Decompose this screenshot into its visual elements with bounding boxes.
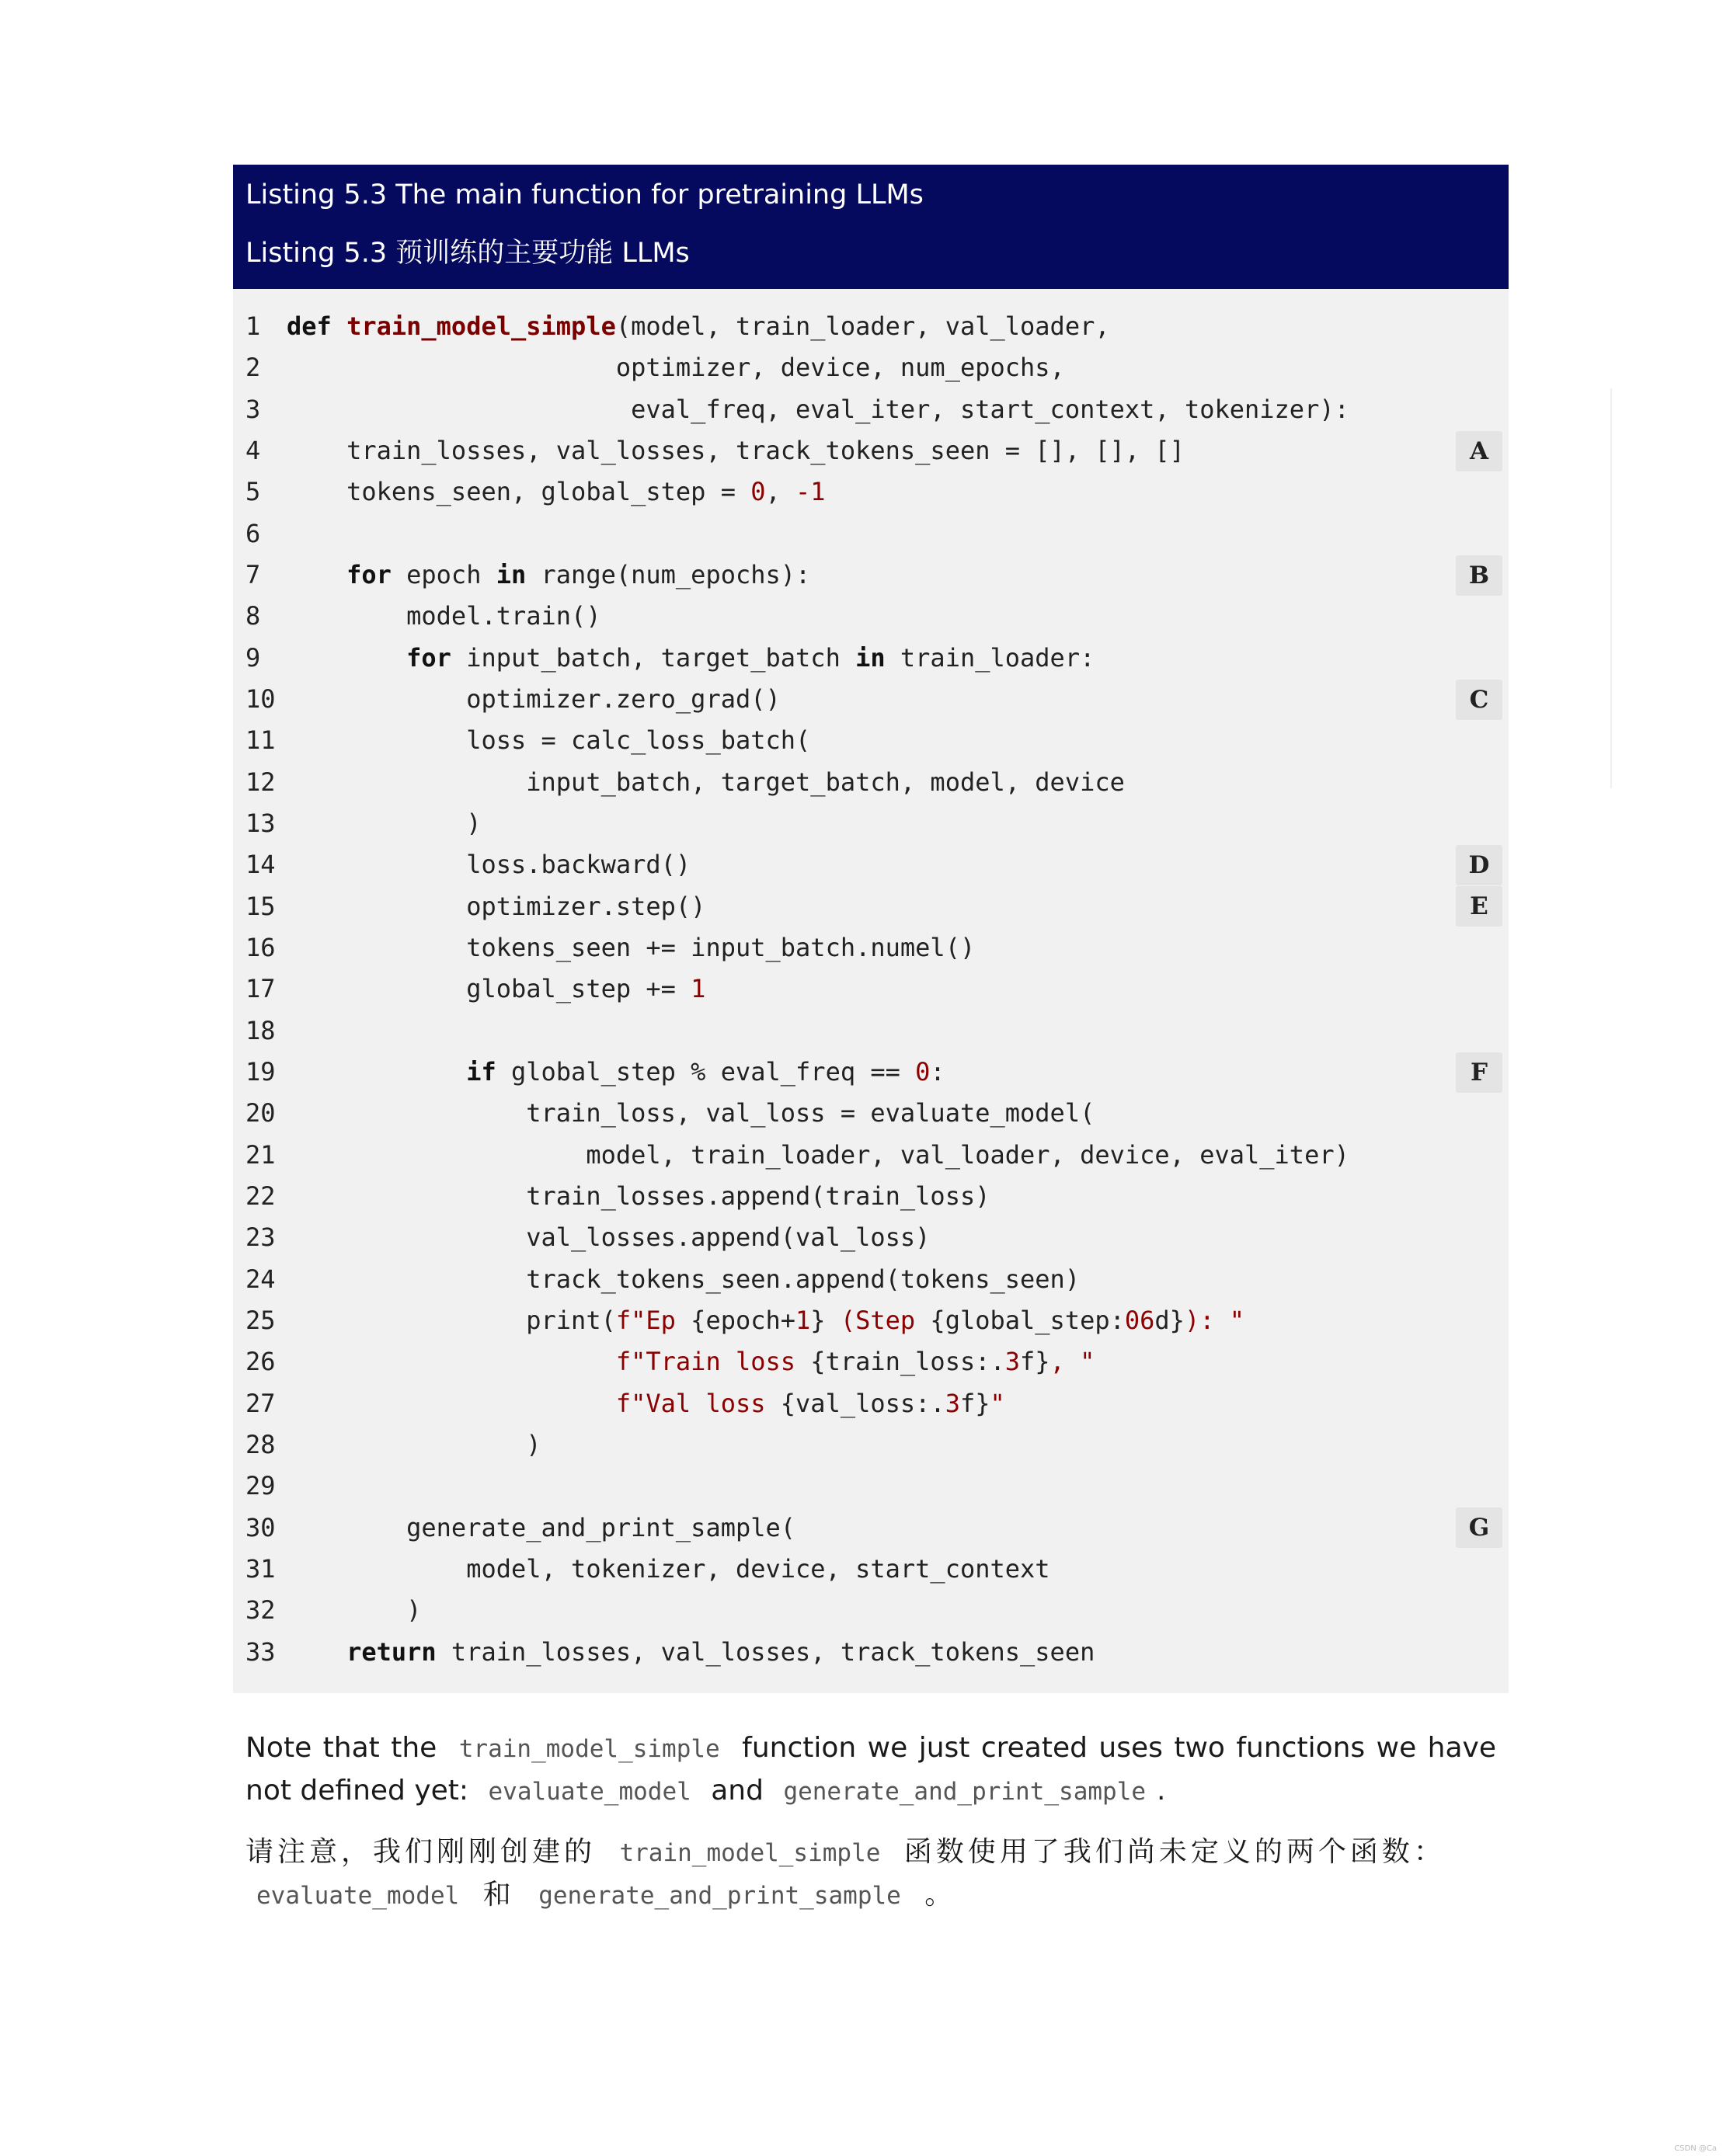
- note-zh-code-evaluate-model: evaluate_model: [256, 1882, 460, 1910]
- line-number: 5: [245, 477, 261, 507]
- code-token: input_batch, target_batch: [451, 642, 856, 673]
- code-line: [233, 1632, 1509, 1673]
- code-token: f"Train loss: [615, 1347, 811, 1377]
- code-token: global_step +=: [287, 974, 691, 1004]
- code-token: track_tokens_seen.append(tokens_seen): [287, 1264, 1081, 1294]
- annotation-marker-f: F: [1456, 1052, 1502, 1093]
- code-token: optimizer.step(): [287, 891, 706, 921]
- code-line: [233, 1217, 1509, 1258]
- line-number: 14: [245, 850, 276, 880]
- code-token: in: [855, 642, 886, 673]
- line-number: 18: [245, 1015, 276, 1045]
- code-line: [233, 1259, 1509, 1300]
- note-zh-text-4: 。: [924, 1879, 957, 1911]
- page-side-rule: [1610, 388, 1612, 788]
- line-number: 24: [245, 1264, 276, 1294]
- line-number: 6: [245, 518, 261, 548]
- code-token: for: [346, 559, 392, 589]
- line-number: 23: [245, 1222, 276, 1253]
- line-number: 20: [245, 1098, 276, 1128]
- code-line: [233, 1341, 1509, 1382]
- code-line: [233, 1383, 1509, 1424]
- code-text: [287, 1176, 990, 1217]
- code-line: [233, 720, 1509, 761]
- code-line: [233, 347, 1509, 388]
- note-zh-code-train-model-simple: train_model_simple: [619, 1839, 881, 1867]
- code-token: if: [466, 1056, 496, 1087]
- code-line: [233, 762, 1509, 803]
- code-token: epoch: [391, 559, 496, 589]
- annotation-marker-a: A: [1456, 431, 1502, 471]
- line-number: 1: [245, 311, 261, 341]
- code-token: [287, 1057, 466, 1087]
- code-token: train_losses, val_losses, track_tokens_seen: [436, 1636, 1095, 1667]
- code-token: [287, 560, 346, 589]
- code-line: [233, 471, 1509, 513]
- code-text: [287, 720, 810, 761]
- line-number: 25: [245, 1305, 276, 1335]
- code-token: ): ": [1184, 1305, 1244, 1335]
- note-en-text-4: .: [1157, 1775, 1166, 1807]
- code-token: (Step: [840, 1305, 931, 1335]
- line-number: 17: [245, 974, 276, 1004]
- line-number: 27: [245, 1388, 276, 1418]
- code-token: tokens_seen, global_step =: [287, 477, 751, 507]
- code-line: [233, 306, 1509, 347]
- code-token: generate_and_print_sample(: [287, 1512, 796, 1542]
- note-en-code-evaluate-model: evaluate_model: [488, 1778, 691, 1806]
- code-line: [233, 886, 1509, 927]
- line-number: 22: [245, 1181, 276, 1211]
- code-token: model.train(): [287, 601, 601, 631]
- code-text: [287, 1093, 1095, 1134]
- code-token: f}: [1020, 1347, 1050, 1377]
- code-token: model, train_loader, val_loader, device, eval_iter): [287, 1139, 1349, 1170]
- code-token: 3: [1004, 1347, 1021, 1377]
- code-token: optimizer.zero_grad(): [287, 683, 781, 714]
- code-text: [287, 886, 705, 927]
- code-line: [233, 1300, 1509, 1341]
- code-token: print(: [287, 1305, 616, 1335]
- code-line: [233, 1010, 1509, 1052]
- line-number: 4: [245, 435, 261, 465]
- code-line: [233, 968, 1509, 1010]
- code-line: [233, 389, 1509, 430]
- code-text: [287, 927, 975, 968]
- code-line: [233, 1590, 1509, 1631]
- code-line: [233, 679, 1509, 720]
- code-token: ): [287, 1429, 541, 1459]
- code-token: {epoch+: [691, 1305, 796, 1335]
- line-number: 10: [245, 683, 276, 714]
- code-text: [287, 1135, 1349, 1176]
- code-line: [233, 803, 1509, 844]
- code-line: [233, 1176, 1509, 1217]
- code-token: }: [810, 1305, 841, 1335]
- line-number: 30: [245, 1512, 276, 1542]
- code-token: for: [406, 642, 451, 673]
- code-line: [233, 844, 1509, 885]
- code-token: input_batch, target_batch, model, device: [287, 767, 1125, 797]
- code-line: [233, 638, 1509, 679]
- code-token: 3: [945, 1388, 960, 1418]
- code-text: [287, 803, 481, 844]
- note-en-code-train-model-simple: train_model_simple: [458, 1735, 720, 1763]
- line-number: 9: [245, 642, 261, 673]
- note-en-text-3: and: [711, 1775, 764, 1807]
- code-text: [287, 1341, 1095, 1382]
- annotation-marker-d: D: [1456, 845, 1502, 885]
- code-token: train_loss, val_loss = evaluate_model(: [287, 1098, 1095, 1128]
- line-number: 12: [245, 767, 276, 797]
- code-token: 1: [691, 974, 706, 1004]
- code-line: [233, 1424, 1509, 1466]
- code-token: loss = calc_loss_batch(: [287, 725, 811, 756]
- code-text: [287, 679, 781, 720]
- code-text: [287, 762, 1125, 803]
- code-text: [287, 1259, 1080, 1300]
- code-token: 0: [750, 477, 766, 507]
- note-zh-text-2: 函数使用了我们尚未定义的两个函数：: [903, 1836, 1446, 1868]
- annotation-marker-c: C: [1456, 680, 1502, 720]
- code-token: f"Ep: [615, 1305, 691, 1335]
- code-token: ,: [765, 477, 796, 507]
- code-token: optimizer, device, num_epochs,: [287, 353, 1065, 383]
- line-number: 8: [245, 601, 261, 631]
- code-token: :: [930, 1056, 945, 1087]
- code-line: [233, 1466, 1509, 1507]
- line-number: 11: [245, 725, 276, 756]
- code-block: [233, 289, 1509, 1693]
- code-token: [287, 643, 406, 673]
- code-token: {global_step:: [930, 1305, 1125, 1335]
- code-line: [233, 555, 1509, 596]
- line-number: 21: [245, 1139, 276, 1170]
- note-paragraph-zh: [245, 1831, 1496, 1917]
- note-en-text-2: function we just created uses two functions we have not defined yet:: [245, 1732, 1497, 1807]
- line-number: 15: [245, 891, 276, 921]
- code-text: [287, 1217, 930, 1258]
- code-token: tokens_seen += input_batch.numel(): [287, 932, 976, 962]
- line-number: 3: [245, 394, 261, 424]
- code-token: global_step % eval_freq ==: [496, 1056, 916, 1087]
- line-number: 2: [245, 353, 261, 383]
- code-text: [287, 1424, 541, 1466]
- code-token: in: [496, 559, 527, 589]
- code-token: f"Val loss: [615, 1388, 781, 1418]
- code-listing: [233, 165, 1509, 1693]
- code-text: [287, 1632, 1095, 1673]
- code-token: range(num_epochs):: [526, 559, 811, 589]
- code-token: {val_loss:.: [780, 1388, 945, 1418]
- code-text: [287, 968, 705, 1010]
- line-number: 16: [245, 932, 276, 962]
- code-text: [287, 389, 1349, 430]
- line-number: 19: [245, 1056, 276, 1087]
- code-token: 0: [915, 1056, 931, 1087]
- listing-title-en: Listing 5.3 The main function for pretraining LLMs: [245, 179, 924, 210]
- line-number: 31: [245, 1553, 276, 1584]
- code-text: [287, 306, 1110, 347]
- code-text: [287, 1549, 1050, 1590]
- code-token: train_losses.append(train_loss): [287, 1181, 990, 1211]
- code-text: [287, 430, 1185, 471]
- code-token: def: [287, 311, 347, 341]
- code-token: , ": [1049, 1347, 1095, 1377]
- code-line: [233, 1052, 1509, 1093]
- code-text: [287, 1052, 945, 1093]
- code-token: train_loader:: [885, 642, 1095, 673]
- code-text: [287, 347, 1065, 388]
- note-zh-text-1: 请注意，我们刚刚创建的: [245, 1836, 597, 1868]
- code-text: [287, 1507, 795, 1549]
- code-line: [233, 1507, 1509, 1549]
- code-token: [287, 1637, 346, 1667]
- code-token: eval_freq, eval_iter, start_context, tokenizer):: [287, 394, 1349, 424]
- code-line: [233, 1093, 1509, 1134]
- code-text: [287, 471, 826, 513]
- note-paragraph-en: [245, 1727, 1496, 1813]
- code-token: train_losses, val_losses, track_tokens_seen = [], [], []: [287, 435, 1185, 465]
- code-token: f}: [959, 1388, 990, 1418]
- line-number: 28: [245, 1429, 276, 1459]
- code-text: [287, 844, 691, 885]
- code-token: ": [990, 1388, 1005, 1418]
- code-token: 06: [1124, 1305, 1155, 1335]
- watermark: CSDN @Ca: [1674, 2144, 1717, 2153]
- code-token: ): [287, 1595, 422, 1626]
- line-number: 29: [245, 1471, 276, 1501]
- code-line: [233, 430, 1509, 471]
- code-text: [287, 596, 601, 637]
- code-token: [287, 1389, 616, 1418]
- line-number: 7: [245, 559, 261, 589]
- line-number: 26: [245, 1347, 276, 1377]
- line-number: 13: [245, 808, 276, 838]
- code-text: [287, 638, 1095, 679]
- code-text: [287, 1383, 1005, 1424]
- code-line: [233, 513, 1509, 555]
- code-token: train_model_simple: [346, 311, 616, 341]
- annotation-marker-g: G: [1456, 1507, 1502, 1548]
- code-line: [233, 1135, 1509, 1176]
- line-number: 33: [245, 1636, 276, 1667]
- note-en-text-1: Note that the: [245, 1732, 437, 1764]
- code-token: return: [346, 1636, 437, 1667]
- code-text: [287, 1590, 421, 1631]
- code-token: val_losses.append(val_loss): [287, 1222, 931, 1253]
- code-text: [287, 1300, 1244, 1341]
- code-token: (model, train_loader, val_loader,: [615, 311, 1110, 341]
- code-text: [287, 555, 810, 596]
- code-token: model, tokenizer, device, start_context: [287, 1553, 1050, 1584]
- listing-title-zh: Listing 5.3 预训练的主要功能 LLMs: [245, 238, 690, 269]
- code-token: 1: [795, 1305, 811, 1335]
- code-token: loss.backward(): [287, 850, 691, 880]
- annotation-marker-b: B: [1456, 555, 1502, 596]
- code-line: [233, 596, 1509, 637]
- note-zh-text-3: 和: [482, 1879, 515, 1911]
- code-line: [233, 1549, 1509, 1590]
- note-en-code-generate-and-print-sample: generate_and_print_sample: [783, 1778, 1147, 1806]
- code-token: -1: [795, 477, 826, 507]
- annotation-marker-e: E: [1456, 886, 1502, 927]
- listing-header: [233, 165, 1509, 289]
- code-token: {train_loss:.: [810, 1347, 1005, 1377]
- code-token: d}: [1154, 1305, 1185, 1335]
- line-number: 32: [245, 1595, 276, 1626]
- code-token: ): [287, 808, 482, 838]
- note-zh-code-generate-and-print-sample: generate_and_print_sample: [538, 1882, 901, 1910]
- code-token: [287, 1347, 616, 1376]
- code-line: [233, 927, 1509, 968]
